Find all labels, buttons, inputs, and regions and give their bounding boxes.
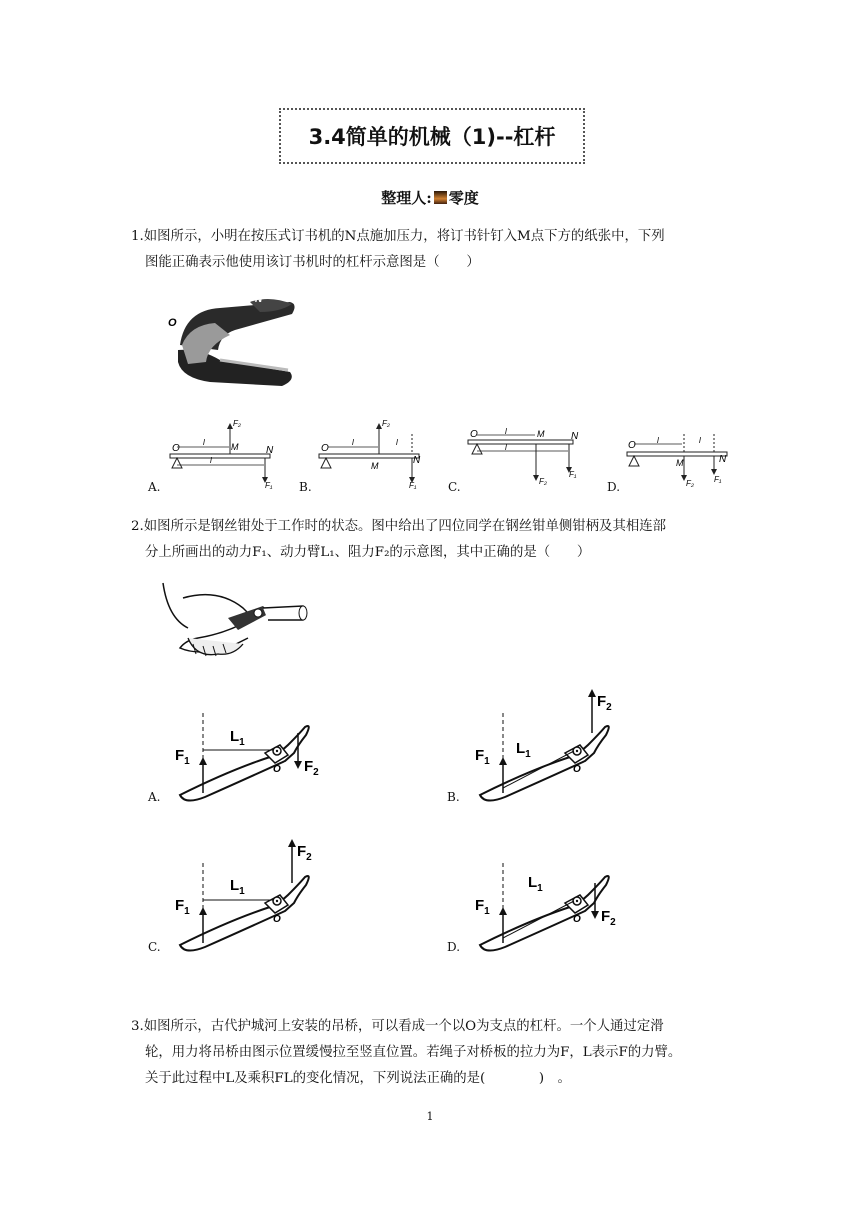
q2-pliers-c <box>170 838 340 953</box>
svg-text:O: O <box>628 440 636 451</box>
stapler-label-o: O <box>168 317 177 329</box>
q1-option-d: D. <box>607 480 621 494</box>
svg-text:F2: $F_2$ <box>297 843 312 863</box>
svg-text:O: O <box>273 764 281 775</box>
svg-text:N: N <box>266 445 274 456</box>
author-name: 零度 <box>448 189 479 207</box>
q2-option-c: C. <box>148 940 161 954</box>
svg-text:l: l <box>505 443 507 452</box>
question-3 <box>131 1014 731 1092</box>
q1-option-a: A. <box>148 480 161 494</box>
svg-text:M: M <box>371 461 379 471</box>
svg-text:M: M <box>537 429 545 439</box>
svg-text:l: l <box>203 438 205 447</box>
svg-text:F₁: F₁ <box>265 481 273 490</box>
svg-text:M: M <box>231 442 239 452</box>
svg-text:L1: $L_1$ <box>230 728 245 748</box>
svg-text:F2: $F_2$ <box>597 693 612 713</box>
svg-text:F₂: F₂ <box>233 419 241 428</box>
author-prefix: 整理人: <box>381 189 432 207</box>
q1-lever-a <box>165 414 285 489</box>
svg-text:O: O <box>172 443 180 454</box>
stapler-photo <box>160 290 300 390</box>
q2-pliers-d <box>470 855 640 955</box>
q1-line-2: 图能正确表示他使用该订书机时的杠杆示意图是（ ） <box>145 255 480 270</box>
svg-text:l: l <box>396 438 398 447</box>
svg-text:F₁: F₁ <box>569 470 577 479</box>
q1-option-c: C. <box>448 480 461 494</box>
svg-text:F2: $F_2$ <box>304 758 319 778</box>
svg-text:N: N <box>719 454 727 465</box>
q1-lever-c <box>465 414 590 489</box>
svg-text:O: O <box>273 914 281 925</box>
svg-text:F1: $F_1$ <box>475 897 490 917</box>
q3-line-2: 轮，用力将吊桥由图示位置缓慢拉至竖直位置。若绳子对桥板的拉力为F，L表示F的力臂。 <box>145 1045 682 1060</box>
svg-text:O: O <box>321 443 329 454</box>
svg-text:F₂: F₂ <box>382 419 390 428</box>
svg-text:F₁: F₁ <box>714 475 722 484</box>
pliers-hand-photo <box>158 578 308 663</box>
svg-text:L1: $L_1$ <box>230 877 245 897</box>
svg-text:F2: $F_2$ <box>601 908 616 928</box>
q3-line-3: 关于此过程中L及乘积FL的变化情况，下列说法正确的是( ) 。 <box>145 1071 571 1086</box>
author-avatar-icon <box>434 191 447 204</box>
page-number: 1 <box>426 1110 434 1123</box>
stapler-label-m: M <box>238 339 247 350</box>
svg-text:F₁: F₁ <box>409 481 417 490</box>
svg-text:N: N <box>413 455 421 466</box>
q1-lever-b <box>316 414 436 489</box>
q2-pliers-a <box>170 705 340 805</box>
author-line <box>0 187 860 208</box>
q1-line-1: 1.如图所示，小明在按压式订书机的N点施加压力，将订书针钉入M点下方的纸张中，下列 <box>131 229 665 244</box>
question-2 <box>131 514 731 566</box>
q2-option-a: A. <box>148 790 161 804</box>
svg-text:l: l <box>210 456 212 465</box>
q1-option-b: B. <box>299 480 312 494</box>
svg-text:F1: $F_1$ <box>475 747 490 767</box>
q2-option-b: B. <box>447 790 460 804</box>
q3-line-1: 3.如图所示，古代护城河上安装的吊桥，可以看成一个以O为支点的杠杆。一个人通过定滑 <box>131 1019 664 1034</box>
q2-line-2: 分上所画出的动力F₁、动力臂L₁、阻力F₂的示意图，其中正确的是（ ） <box>145 545 591 560</box>
svg-text:M: M <box>676 458 684 468</box>
page-title: 3.4简单的机械（1)--杠杆 <box>308 125 556 149</box>
svg-text:N: N <box>571 431 579 442</box>
svg-text:l: l <box>657 436 659 445</box>
svg-text:O: O <box>573 764 581 775</box>
q2-option-d: D. <box>447 940 461 954</box>
svg-text:F₂: F₂ <box>686 479 694 488</box>
title-box <box>279 108 585 164</box>
svg-text:O: O <box>470 429 478 440</box>
q1-lever-d <box>624 414 749 489</box>
svg-text:l: l <box>352 438 354 447</box>
svg-text:O: O <box>573 914 581 925</box>
svg-text:F1: $F_1$ <box>175 897 190 917</box>
svg-text:F1: $F_1$ <box>175 747 190 767</box>
q2-line-1: 2.如图所示是钢丝钳处于工作时的状态。图中给出了四位同学在钢丝钳单侧钳柄及其相连部 <box>131 519 667 534</box>
svg-text:L1: $L_1$ <box>528 874 543 894</box>
stapler-label-n: N <box>255 294 263 305</box>
svg-text:F₂: F₂ <box>539 477 547 486</box>
q2-pliers-b <box>470 688 640 803</box>
svg-text:L1: $L_1$ <box>516 740 531 760</box>
question-1 <box>131 224 731 276</box>
svg-text:l: l <box>699 436 701 445</box>
svg-text:l: l <box>505 427 507 436</box>
